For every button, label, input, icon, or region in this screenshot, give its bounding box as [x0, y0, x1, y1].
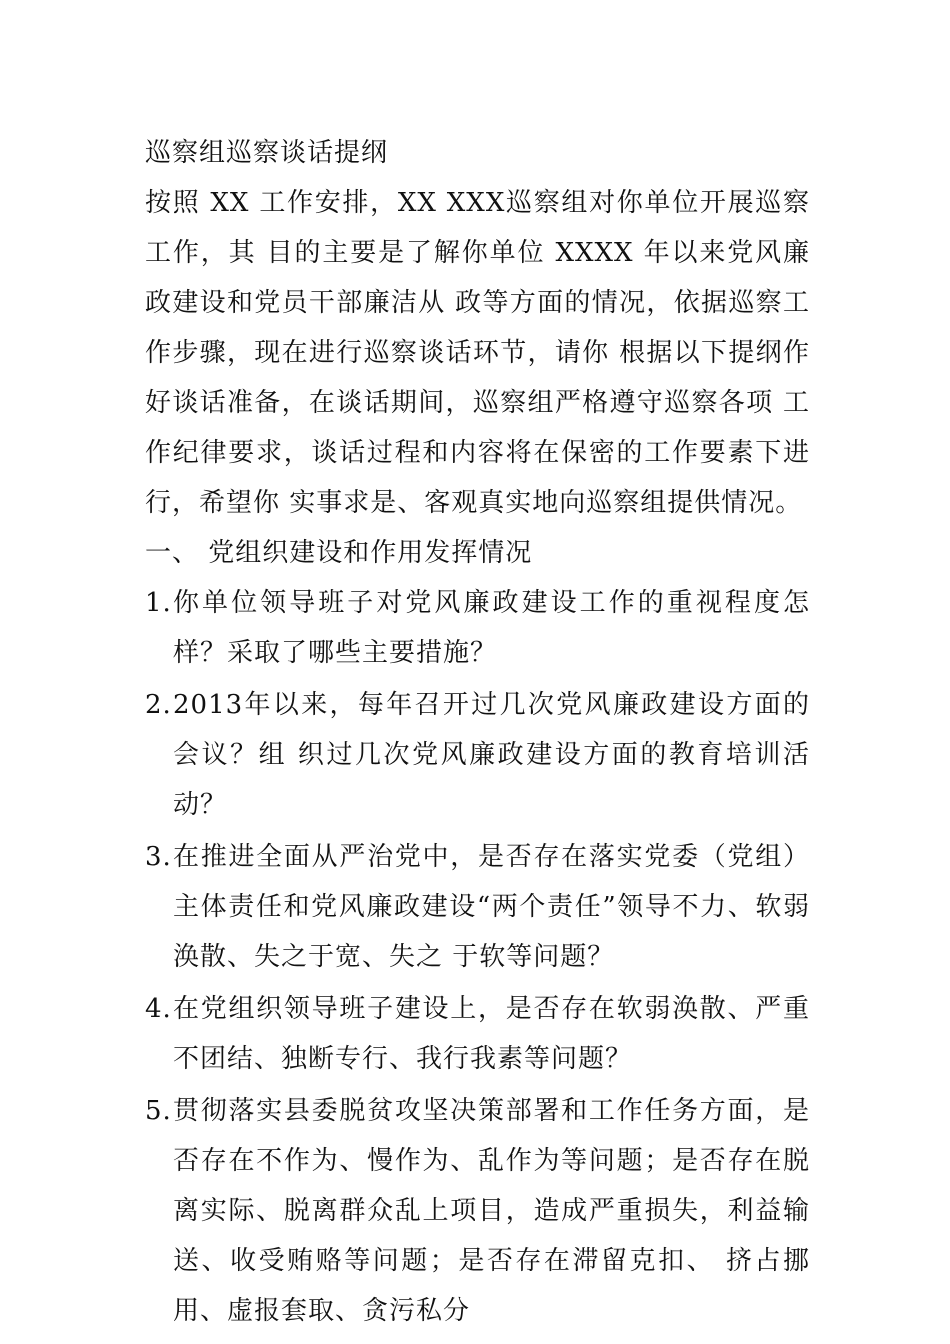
document-title: 巡察组巡察谈话提纲	[145, 138, 389, 168]
question-text: 你单位领导班子对党风廉政建设工作的重视程度怎样？采取了哪些主要措施？	[173, 588, 810, 668]
question-number: 5.	[145, 1096, 172, 1126]
question-number: 4.	[145, 994, 172, 1024]
question-number: 3.	[145, 842, 172, 872]
section-heading: 一、 党组织建设和作用发挥情况	[145, 538, 533, 568]
list-item	[145, 680, 810, 832]
question-text: 2013年以来，每年召开过几次党风廉政建设方面的会议？组 织过几次党风廉政建设方面的教育培训活动？	[173, 690, 810, 820]
list-item	[145, 984, 810, 1086]
question-text: 在党组织领导班子建设上，是否存在软弱涣散、严重不团结、独断专行、我行我素等问题？	[173, 994, 810, 1074]
intro-paragraph: 按照 XX 工作安排，XX XXX巡察组对你单位开展巡察工作，其 目的主要是了解你单位 XXXX 年以来党风廉政建设和党员干部廉洁从 政等方面的情况，依据巡察工作步骤，现在进行巡察谈话环节，请你 根据以下提纲作好谈话准备，在谈话期间，巡察组严格遵守巡察各项 工作纪律要求，谈话过程和内容将在保密的工作要素下进行，希望你 实事求是、客观真实地向巡察组提供情况。	[145, 188, 810, 518]
list-item	[145, 578, 810, 680]
document-body	[145, 128, 810, 1338]
list-item	[145, 832, 810, 984]
question-number: 2.	[145, 690, 172, 720]
question-text: 在推进全面从严治党中，是否存在落实党委（党组）主体责任和党风廉政建设“两个责任”领导不力、软弱涣散、失之于宽、失之 于软等问题？	[173, 842, 810, 972]
list-item	[145, 1086, 810, 1338]
question-list	[145, 578, 810, 1338]
question-text: 贯彻落实县委脱贫攻坚决策部署和工作任务方面，是否存在不作为、慢作为、乱作为等问题；是否存在脱离实际、脱离群众乱上项目，造成严重损失，利益输送、收受贿赂等问题；是否存在滞留克扣、 挤占挪用、虚报套取、贪污私分	[173, 1096, 810, 1326]
question-number: 1.	[145, 588, 172, 618]
